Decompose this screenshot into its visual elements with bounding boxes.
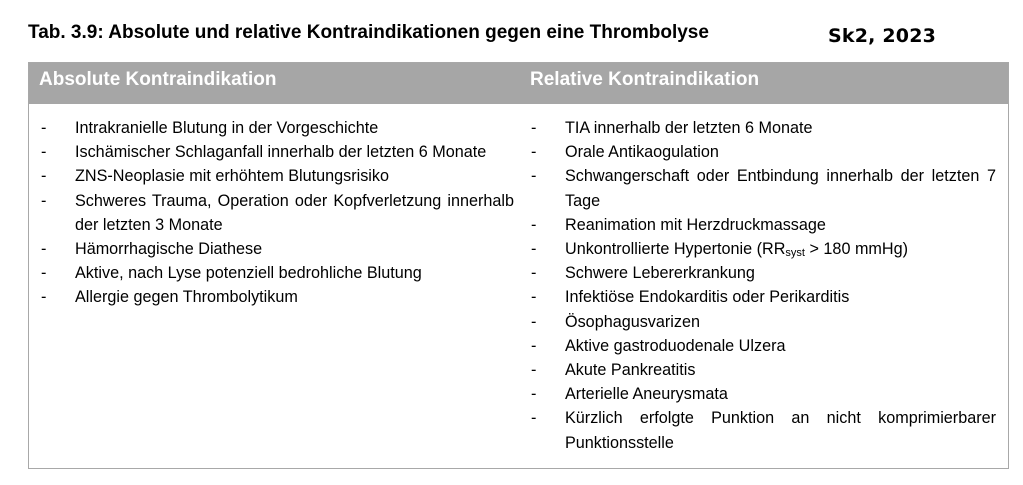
- table-body: [29, 104, 1008, 455]
- list-item: - Schwere Lebererkrankung: [530, 261, 996, 285]
- list-item: - Kürzlich erfolgte Punktion an nicht komprimierbarer Punktionsstelle: [530, 406, 996, 454]
- list-item-hypertonie: [530, 237, 996, 261]
- list-item: - Orale Antikaogulation: [530, 140, 996, 164]
- table-header: [29, 63, 1008, 104]
- contraindication-table: [28, 62, 1009, 469]
- list-item: - ZNS-Neoplasie mit erhöhtem Blutungsrisiko: [40, 164, 514, 188]
- list-item: - Infektiöse Endokarditis oder Perikarditis: [530, 285, 996, 309]
- list-item: - Aktive, nach Lyse potenziell bedrohliche Blutung: [40, 261, 514, 285]
- relative-list: [530, 116, 996, 455]
- table-caption: Tab. 3.9: Absolute und relative Kontraindikationen gegen eine Thrombolyse: [28, 22, 709, 43]
- relative-column: [530, 116, 1008, 455]
- list-item: - Arterielle Aneurysmata: [530, 382, 996, 406]
- hypertonie-text: Unkontrollierte Hypertonie (RR: [565, 240, 786, 259]
- hypertonie-suffix: > 180 mmHg): [804, 240, 908, 259]
- source-note: Sk2, 2023: [828, 25, 937, 47]
- absolute-column: [29, 116, 530, 455]
- list-item: - Ischämischer Schlaganfall innerhalb der letzten 6 Monate: [40, 140, 514, 164]
- list-item: - Intrakranielle Blutung in der Vorgeschichte: [40, 116, 514, 140]
- list-item: - Ösophagusvarizen: [530, 310, 996, 334]
- header-relative: Relative Kontraindikation: [530, 69, 760, 90]
- list-item: - Aktive gastroduodenale Ulzera: [530, 334, 996, 358]
- absolute-list: [40, 116, 514, 310]
- hypertonie-subscript: syst: [785, 247, 805, 260]
- list-item: - Schwangerschaft oder Entbindung innerhalb der letzten 7 Tage: [530, 164, 996, 212]
- list-item: - Schweres Trauma, Operation oder Kopfverletzung innerhalb der letzten 3 Monate: [40, 189, 514, 237]
- list-item: - Akute Pankreatitis: [530, 358, 996, 382]
- list-item: - Hämorrhagische Diathese: [40, 237, 514, 261]
- header-absolute: Absolute Kontraindikation: [39, 69, 277, 90]
- list-item: - Reanimation mit Herzdruckmassage: [530, 213, 996, 237]
- list-item: - Allergie gegen Thrombolytikum: [40, 285, 514, 309]
- list-item: - TIA innerhalb der letzten 6 Monate: [530, 116, 996, 140]
